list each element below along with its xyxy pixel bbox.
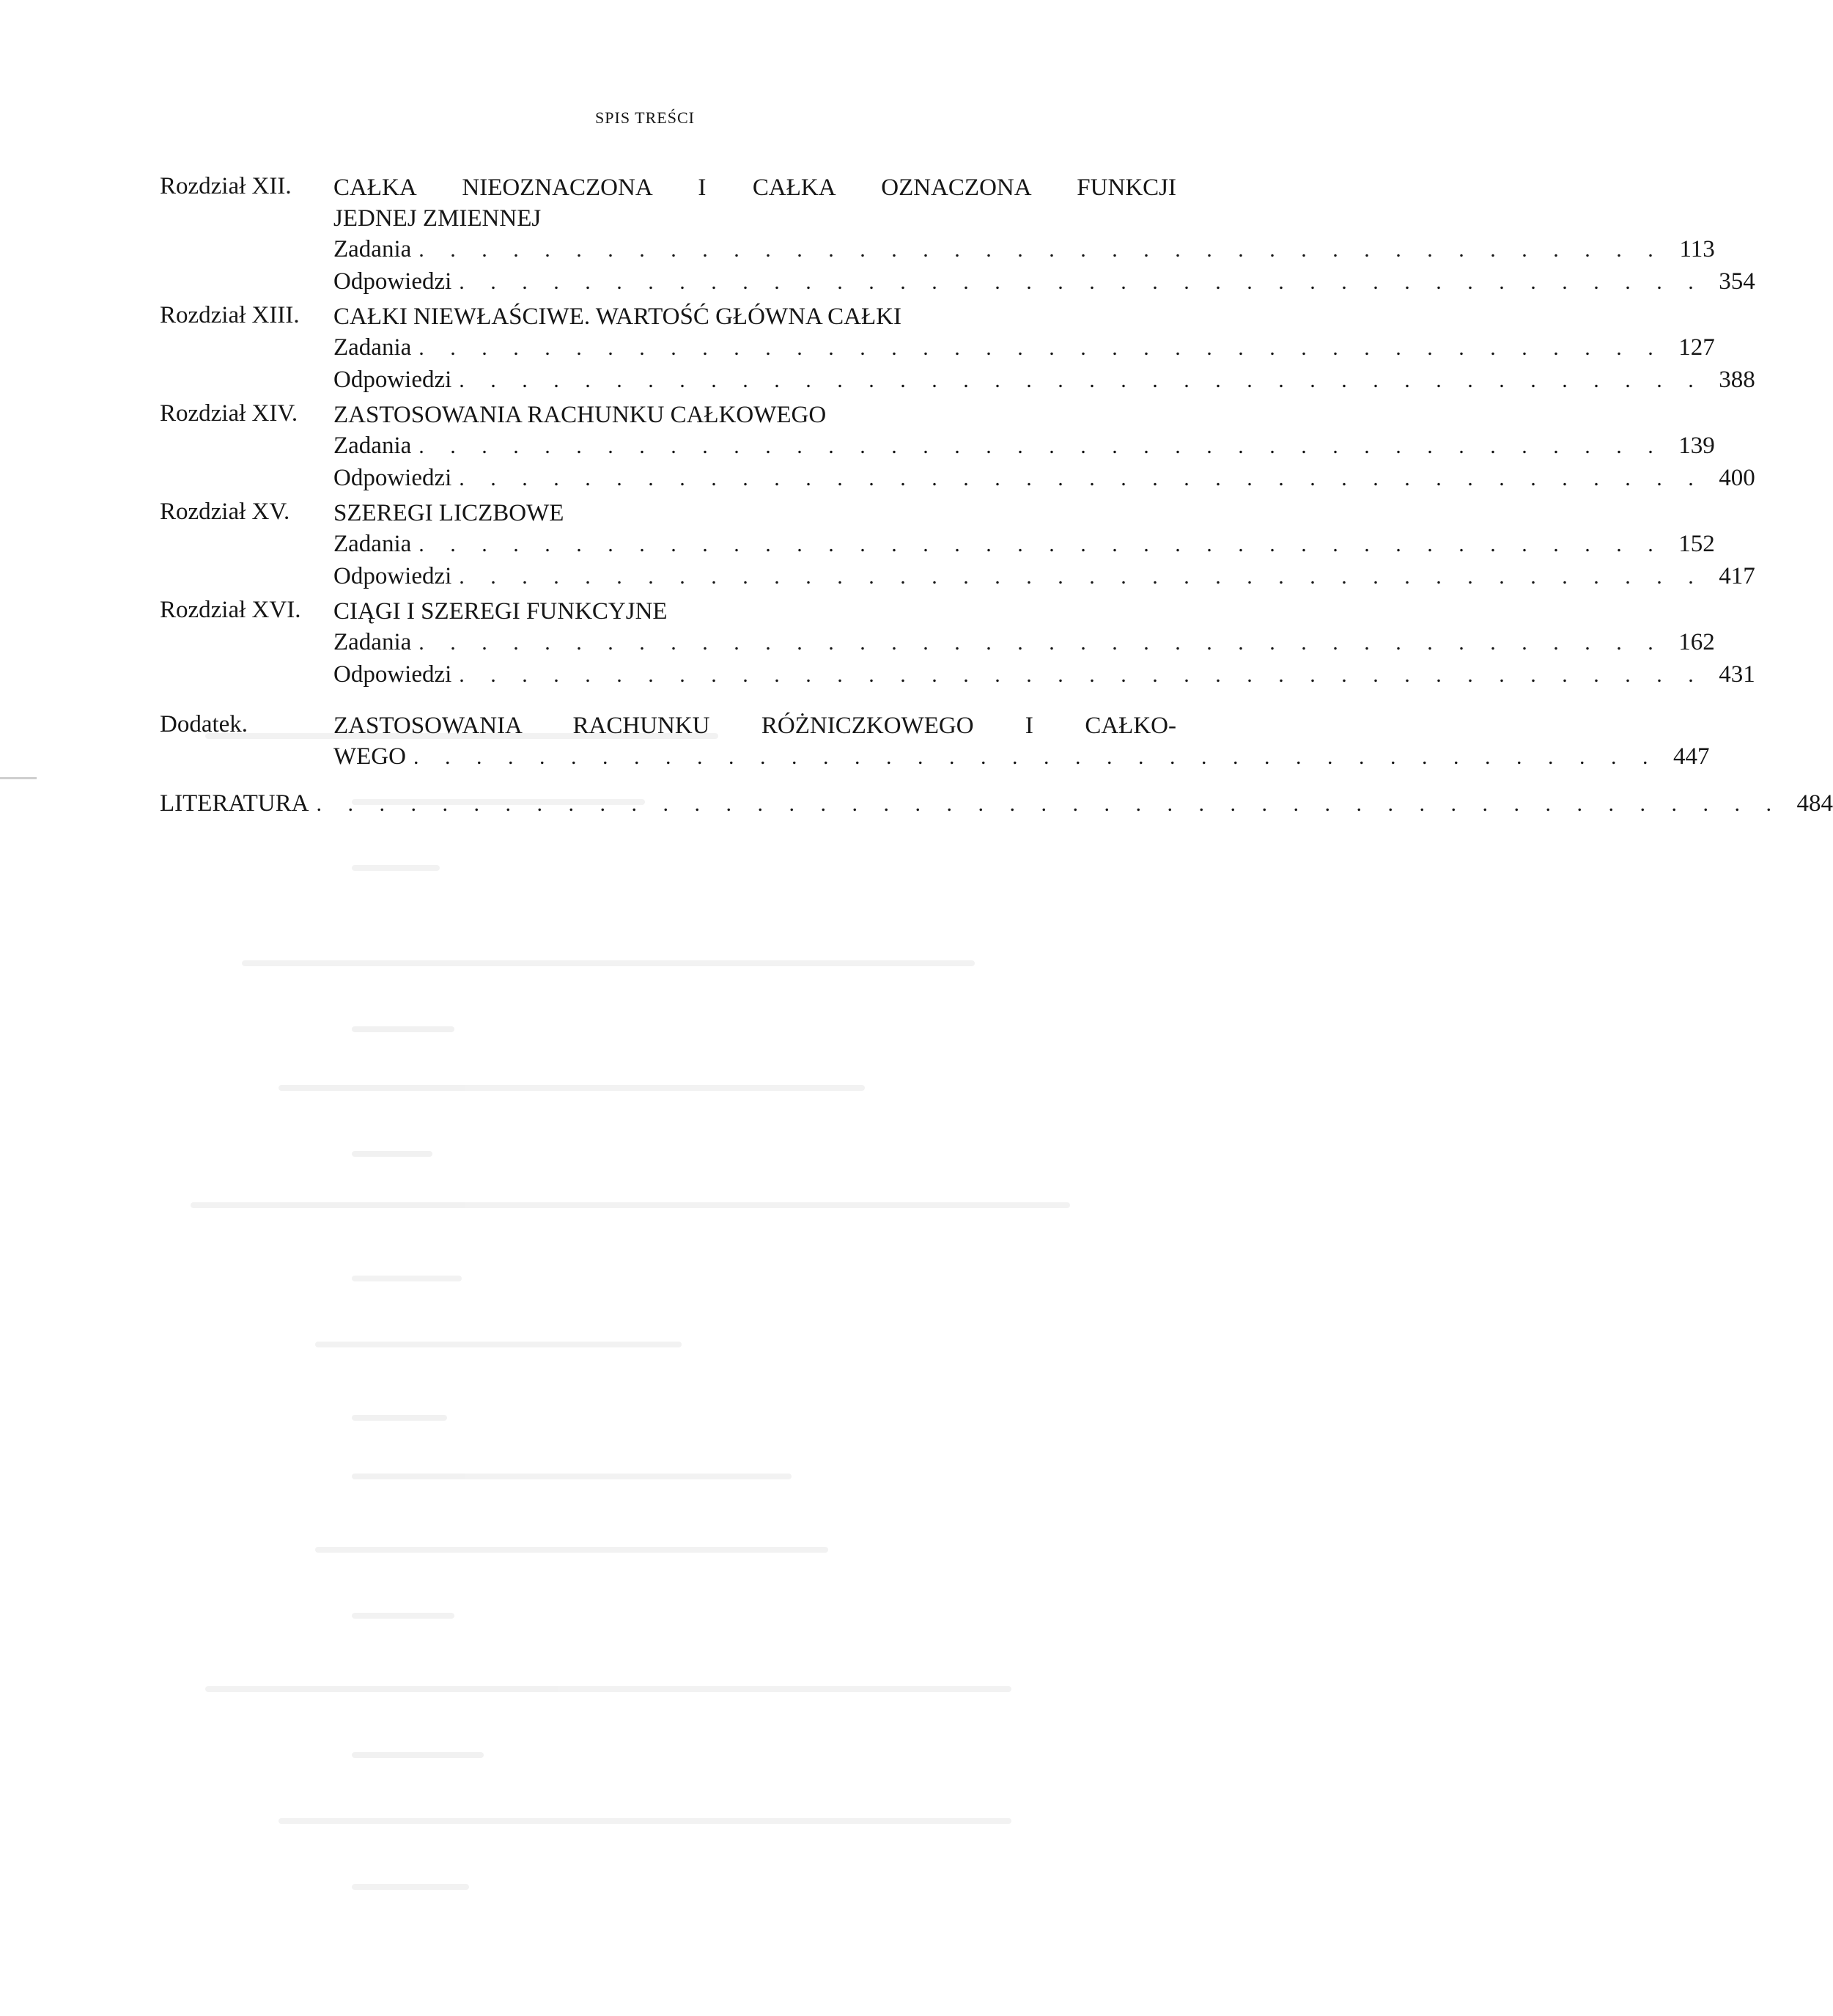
page-number: 431 [1719,661,1755,688]
toc-entry[interactable] [333,661,1755,691]
dot-leader: . . . . . . . . . . . . . . . . . . . . . . . . . . . . . . . . . . . . . . . . [459,564,1704,589]
toc-entry[interactable] [333,433,1715,462]
entry-label: Odpowiedzi [333,465,452,491]
dot-leader: . . . . . . . . . . . . . . . . . . . . . . . . . . . . . . . . . . . . . . . . [459,368,1704,392]
page-number: 152 [1678,531,1715,557]
scan-edge-mark [0,777,37,779]
appendix-label: Dodatek. [160,711,248,737]
page-number: 417 [1719,563,1755,589]
chapter-title: CIĄGI I SZEREGI FUNKCYJNE [333,598,668,625]
dot-leader: . . . . . . . . . . . . . . . . . . . . . . . . . . . . . . . . . . . . . . . . [413,745,1659,769]
chapter-title: CAŁKA NIEOZNACZONA I CAŁKA OZNACZONA FUNKCJI [333,174,1176,201]
page-number: 354 [1719,268,1755,295]
chapter-title-continued: JEDNEJ ZMIENNEJ [333,205,542,232]
dot-leader: . . . . . . . . . . . . . . . . . . . . . . . . . . . . . . . . . . . . . . . . [418,532,1664,556]
toc-entry[interactable] [333,367,1755,396]
literature-label: LITERATURA [160,790,309,817]
chapter-label: Rozdział XII. [160,173,292,199]
dot-leader: . . . . . . . . . . . . . . . . . . . . . . . . . . . . . . . . . . . . . . . . [418,630,1664,655]
chapter-title: ZASTOSOWANIA RACHUNKU CAŁKOWEGO [333,402,827,428]
entry-label: Zadania [333,236,412,262]
page-number: 484 [1796,790,1833,817]
page-number: 447 [1672,743,1710,770]
entry-label: Odpowiedzi [333,367,452,393]
page-number: 162 [1678,629,1715,655]
toc-entry[interactable] [333,334,1715,364]
dot-leader: . . . . . . . . . . . . . . . . . . . . . . . . . . . . . . . . . . . . . . . . [418,434,1664,458]
appendix-title: ZASTOSOWANIA RACHUNKU RÓŻNICZKOWEGO I CAŁKO- [333,713,1176,739]
entry-label: Odpowiedzi [333,661,452,688]
entry-label: Odpowiedzi [333,563,452,589]
appendix-title-continued: WEGO [333,743,406,770]
page-title: SPIS TREŚCI [595,108,695,127]
page-number: 400 [1719,465,1755,491]
dot-leader: . . . . . . . . . . . . . . . . . . . . . . . . . . . . . . . . . . . . . . . . [418,238,1664,262]
page-number: 139 [1678,433,1715,459]
toc-entry[interactable] [333,236,1715,265]
dot-leader: . . . . . . . . . . . . . . . . . . . . . . . . . . . . . . . . . . . . . . . . [418,336,1664,360]
toc-entry[interactable] [333,268,1755,298]
chapter-label: Rozdział XIV. [160,400,298,427]
toc-entry[interactable] [333,629,1715,658]
toc-entry[interactable] [333,743,1710,773]
chapter-label: Rozdział XV. [160,499,290,525]
page-number: 127 [1678,334,1715,361]
toc-entry[interactable] [333,563,1755,592]
page-number: 113 [1679,236,1715,262]
dot-leader: . . . . . . . . . . . . . . . . . . . . . . . . . . . . . . . . . . . . . . . . . . . . . . . [316,792,1782,816]
chapter-title: SZEREGI LICZBOWE [333,500,564,526]
chapter-label: Rozdział XIII. [160,302,300,328]
toc-entry[interactable] [333,531,1715,560]
entry-label: Zadania [333,629,412,655]
toc-entry[interactable] [160,790,1833,820]
dot-leader: . . . . . . . . . . . . . . . . . . . . . . . . . . . . . . . . . . . . . . . . [459,466,1704,490]
entry-label: Zadania [333,334,412,361]
entry-label: Odpowiedzi [333,268,452,295]
entry-label: Zadania [333,531,412,557]
toc-entry[interactable] [333,465,1755,494]
entry-label: Zadania [333,433,412,459]
chapter-label: Rozdział XVI. [160,597,301,623]
chapter-title: CAŁKI NIEWŁAŚCIWE. WARTOŚĆ GŁÓWNA CAŁKI [333,303,901,330]
dot-leader: . . . . . . . . . . . . . . . . . . . . . . . . . . . . . . . . . . . . . . . . [459,663,1704,687]
dot-leader: . . . . . . . . . . . . . . . . . . . . . . . . . . . . . . . . . . . . . . . . [459,270,1704,294]
page-number: 388 [1719,367,1755,393]
